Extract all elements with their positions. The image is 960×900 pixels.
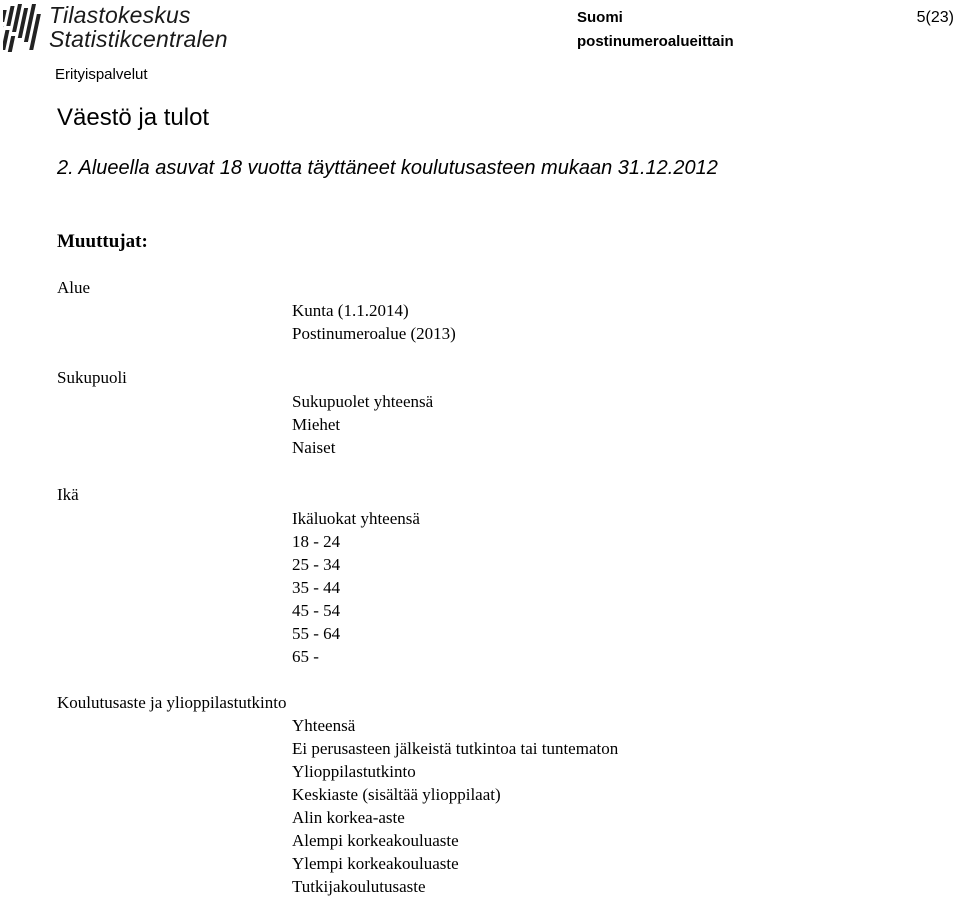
variable-value: 65 -: [292, 647, 319, 666]
variable-value: 45 - 54: [292, 601, 341, 620]
header-language: Suomi: [577, 9, 623, 26]
variable-value: 18 - 24: [292, 532, 341, 551]
logo-name-fi: Tilastokeskus: [49, 2, 191, 28]
variable-label-alue: Alue: [57, 278, 91, 297]
variable-value: Postinumeroalue (2013): [292, 324, 456, 343]
variable-value: 35 - 44: [292, 578, 341, 597]
variable-value: Kunta (1.1.2014): [292, 301, 409, 320]
variables-heading: Muuttujat:: [57, 231, 148, 252]
variable-value: Naiset: [292, 438, 336, 457]
variable-value: Ylempi korkeakouluaste: [292, 854, 459, 873]
variable-value: Keskiaste (sisältää ylioppilaat): [292, 785, 501, 804]
variable-value: Yhteensä: [292, 716, 356, 735]
statistics-finland-logo: [3, 2, 253, 56]
variable-value: Alin korkea-aste: [292, 808, 405, 827]
variable-label-ika: Ikä: [57, 485, 79, 504]
variable-value: Ikäluokat yhteensä: [292, 509, 420, 528]
header-section: Erityispalvelut: [55, 66, 148, 83]
table-title: 2. Alueella asuvat 18 vuotta täyttäneet koulutusasteen mukaan 31.12.2012: [57, 157, 718, 179]
variable-label-koulutus: Koulutusaste ja ylioppilastutkinto: [57, 693, 287, 712]
variable-value: Ei perusasteen jälkeistä tutkintoa tai tuntematon: [292, 739, 619, 758]
page-number: 5(23): [916, 9, 954, 26]
logo-name-sv: Statistikcentralen: [49, 26, 228, 52]
variable-value: Alempi korkeakouluaste: [292, 831, 459, 850]
logo-mark-icon: [3, 4, 45, 54]
header-subtitle: postinumeroalueittain: [577, 33, 734, 50]
variable-label-sukupuoli: Sukupuoli: [57, 368, 127, 387]
variable-value: Ylioppilastutkinto: [292, 762, 416, 781]
variable-value: Sukupuolet yhteensä: [292, 392, 434, 411]
page-title: Väestö ja tulot: [57, 104, 210, 131]
variable-value: Tutkijakoulutusaste: [292, 877, 426, 896]
variable-value: 25 - 34: [292, 555, 341, 574]
variable-value: Miehet: [292, 415, 341, 434]
variable-value: 55 - 64: [292, 624, 341, 643]
